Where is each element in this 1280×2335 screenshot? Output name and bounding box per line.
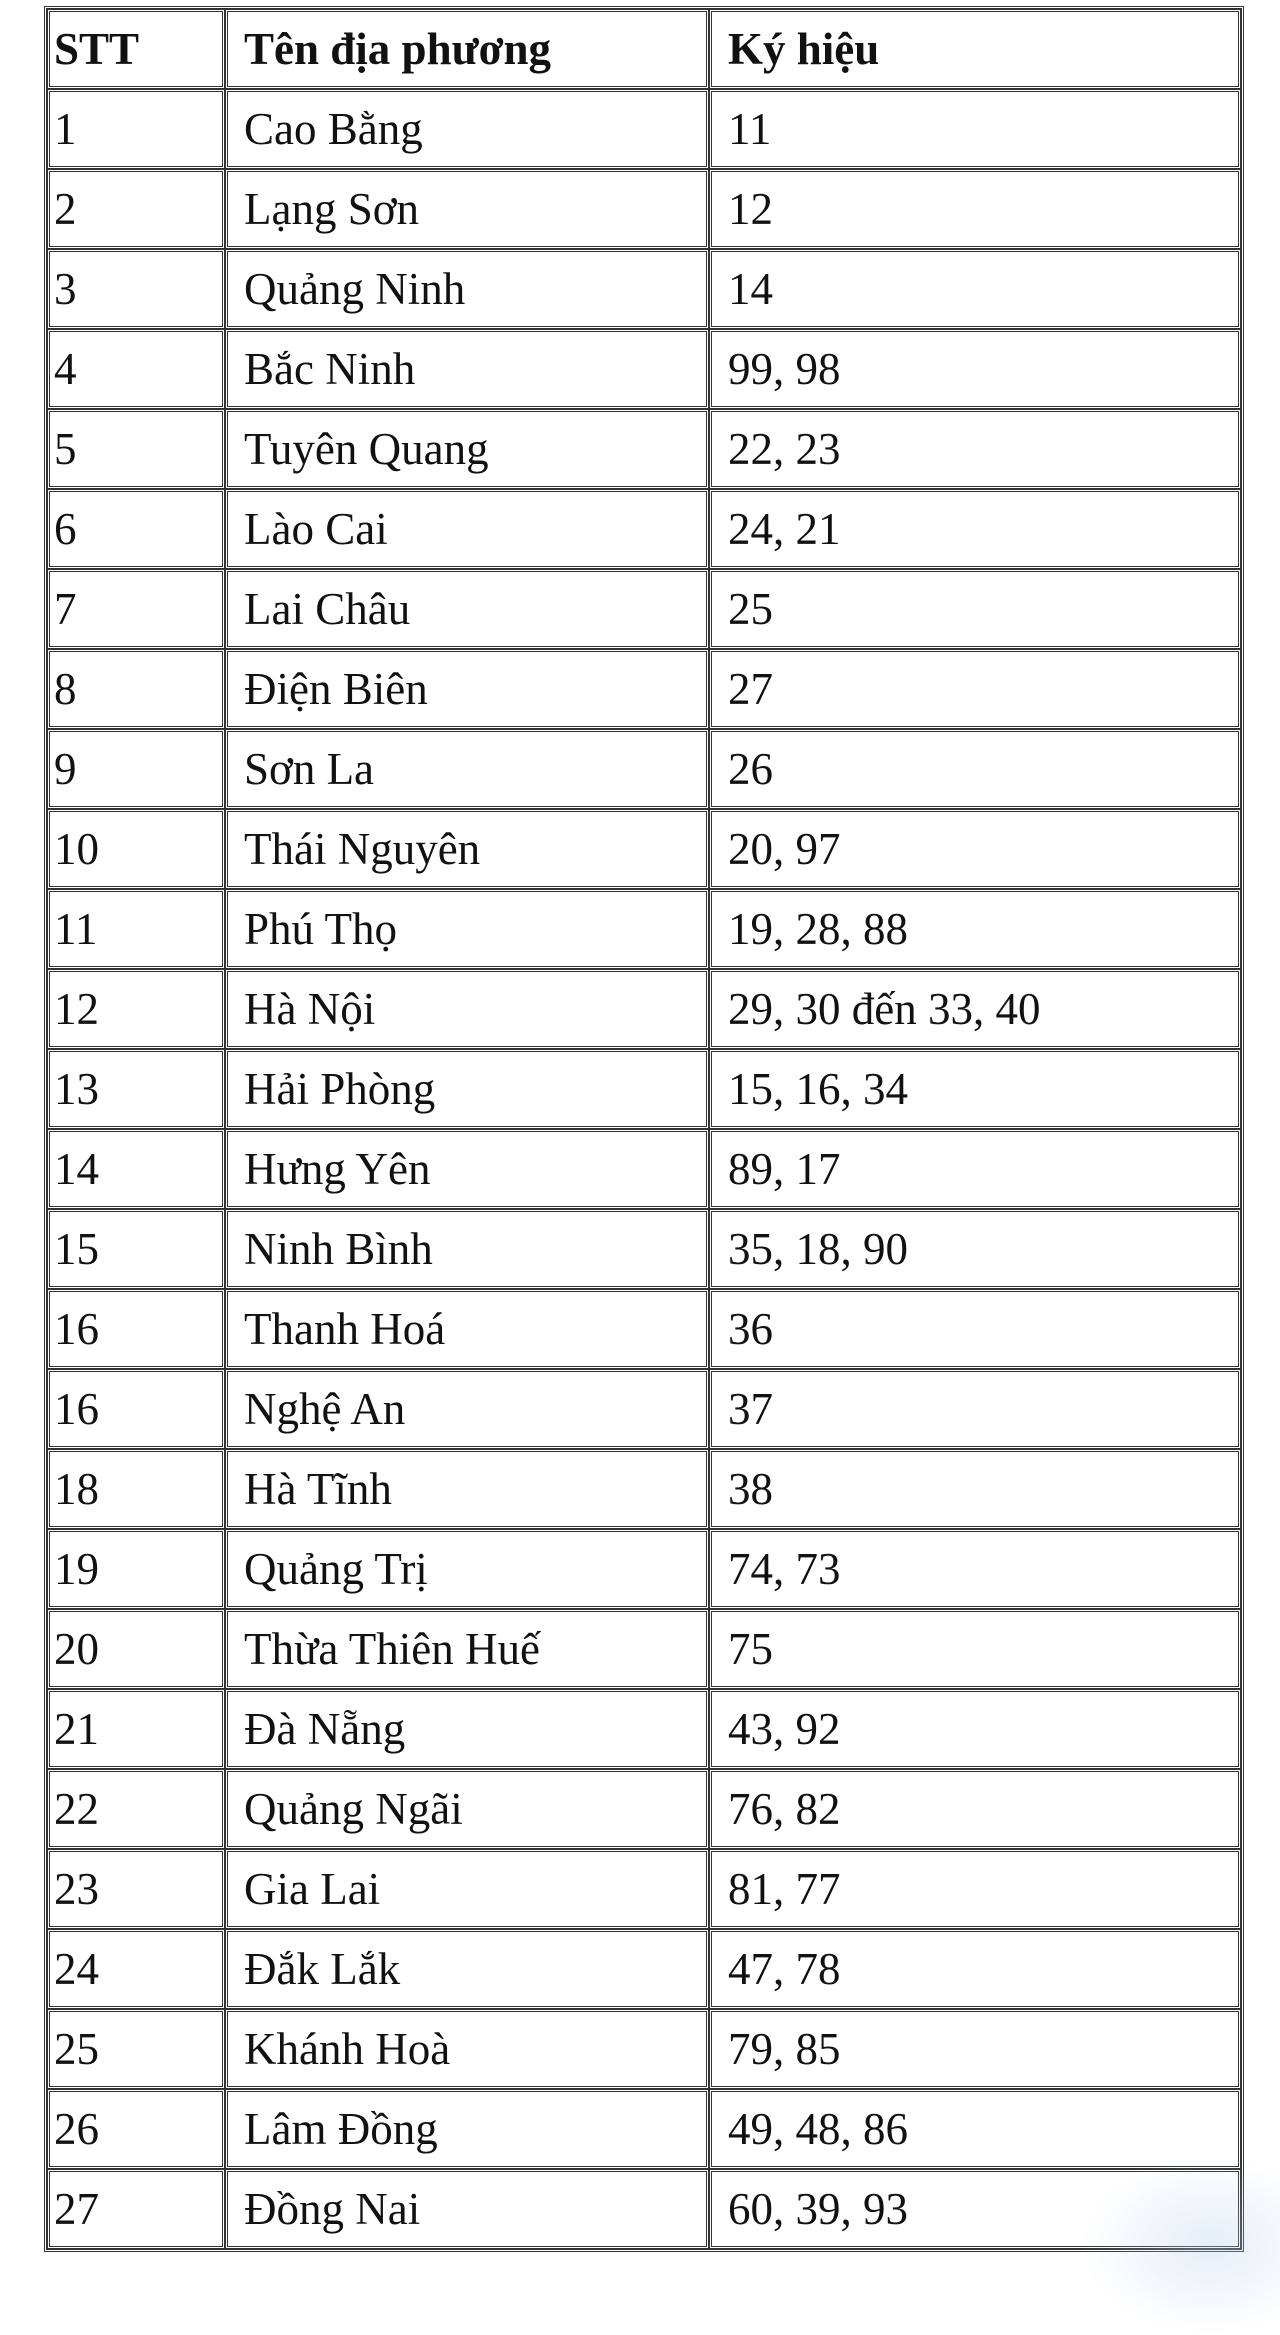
code-cell: 49, 48, 86 [709,2089,1241,2169]
name-cell: Đồng Nai [225,2169,709,2249]
table-row [47,969,1241,1049]
name-cell: Đà Nẵng [225,1689,709,1769]
code-cell: 79, 85 [709,2009,1241,2089]
name-cell: Hà Tĩnh [225,1449,709,1529]
stt-cell: 20 [47,1609,225,1689]
stt-cell: 15 [47,1209,225,1289]
table-row [47,1769,1241,1849]
name-cell: Lạng Sơn [225,169,709,249]
code-cell: 20, 97 [709,809,1241,889]
table-row [47,2169,1241,2249]
header-name: Tên địa phương [225,9,709,89]
name-cell: Hải Phòng [225,1049,709,1129]
name-cell: Hưng Yên [225,1129,709,1209]
stt-cell: 9 [47,729,225,809]
name-cell: Quảng Ninh [225,249,709,329]
stt-cell: 3 [47,249,225,329]
name-cell: Gia Lai [225,1849,709,1929]
name-cell: Đắk Lắk [225,1929,709,2009]
code-cell: 75 [709,1609,1241,1689]
name-cell: Bắc Ninh [225,329,709,409]
code-cell: 24, 21 [709,489,1241,569]
stt-cell: 19 [47,1529,225,1609]
code-cell: 38 [709,1449,1241,1529]
stt-cell: 23 [47,1849,225,1929]
name-cell: Quảng Trị [225,1529,709,1609]
table-row [47,329,1241,409]
stt-cell: 6 [47,489,225,569]
stt-cell: 14 [47,1129,225,1209]
table-row [47,1609,1241,1689]
stt-cell: 24 [47,1929,225,2009]
table-row [47,729,1241,809]
code-cell: 37 [709,1369,1241,1449]
name-cell: Hà Nội [225,969,709,1049]
table-row [47,569,1241,649]
name-cell: Lào Cai [225,489,709,569]
stt-cell: 11 [47,889,225,969]
table-row [47,89,1241,169]
stt-cell: 1 [47,89,225,169]
code-cell: 25 [709,569,1241,649]
name-cell: Lai Châu [225,569,709,649]
name-cell: Lâm Đồng [225,2089,709,2169]
code-cell: 35, 18, 90 [709,1209,1241,1289]
table-row [47,1929,1241,2009]
table-row [47,489,1241,569]
name-cell: Thừa Thiên Huế [225,1609,709,1689]
code-cell: 74, 73 [709,1529,1241,1609]
name-cell: Quảng Ngãi [225,1769,709,1849]
code-cell: 29, 30 đến 33, 40 [709,969,1241,1049]
code-cell: 36 [709,1289,1241,1369]
name-cell: Khánh Hoà [225,2009,709,2089]
name-cell: Cao Bằng [225,89,709,169]
table-row [47,169,1241,249]
code-cell: 19, 28, 88 [709,889,1241,969]
table-row [47,1049,1241,1129]
table-row [47,1529,1241,1609]
code-cell: 11 [709,89,1241,169]
table-row [47,249,1241,329]
code-cell: 76, 82 [709,1769,1241,1849]
code-cell: 99, 98 [709,329,1241,409]
name-cell: Ninh Bình [225,1209,709,1289]
code-cell: 81, 77 [709,1849,1241,1929]
stt-cell: 7 [47,569,225,649]
code-cell: 22, 23 [709,409,1241,489]
stt-cell: 16 [47,1289,225,1369]
table-row [47,1849,1241,1929]
stt-cell: 8 [47,649,225,729]
code-cell: 47, 78 [709,1929,1241,2009]
stt-cell: 26 [47,2089,225,2169]
stt-cell: 22 [47,1769,225,1849]
name-cell: Thanh Hoá [225,1289,709,1369]
table-body [47,89,1241,2249]
code-cell: 43, 92 [709,1689,1241,1769]
stt-cell: 27 [47,2169,225,2249]
name-cell: Tuyên Quang [225,409,709,489]
code-cell: 27 [709,649,1241,729]
code-cell: 89, 17 [709,1129,1241,1209]
name-cell: Nghệ An [225,1369,709,1449]
table-row [47,809,1241,889]
stt-cell: 12 [47,969,225,1049]
table-header-row [47,9,1241,89]
table-row [47,649,1241,729]
name-cell: Phú Thọ [225,889,709,969]
table-row [47,1209,1241,1289]
name-cell: Sơn La [225,729,709,809]
name-cell: Điện Biên [225,649,709,729]
header-code: Ký hiệu [709,9,1241,89]
stt-cell: 13 [47,1049,225,1129]
stt-cell: 18 [47,1449,225,1529]
code-cell: 60, 39, 93 [709,2169,1241,2249]
header-stt: STT [47,9,225,89]
stt-cell: 10 [47,809,225,889]
table-row [47,889,1241,969]
table-row [47,1449,1241,1529]
name-cell: Thái Nguyên [225,809,709,889]
stt-cell: 5 [47,409,225,489]
code-cell: 26 [709,729,1241,809]
table-row [47,1689,1241,1769]
table-row [47,1289,1241,1369]
table-row [47,409,1241,489]
stt-cell: 16 [47,1369,225,1449]
table-row [47,1129,1241,1209]
stt-cell: 2 [47,169,225,249]
code-cell: 12 [709,169,1241,249]
stt-cell: 25 [47,2009,225,2089]
stt-cell: 4 [47,329,225,409]
table-row [47,1369,1241,1449]
code-cell: 15, 16, 34 [709,1049,1241,1129]
stt-cell: 21 [47,1689,225,1769]
province-code-table [44,6,1244,2252]
table-row [47,2089,1241,2169]
code-cell: 14 [709,249,1241,329]
table-row [47,2009,1241,2089]
